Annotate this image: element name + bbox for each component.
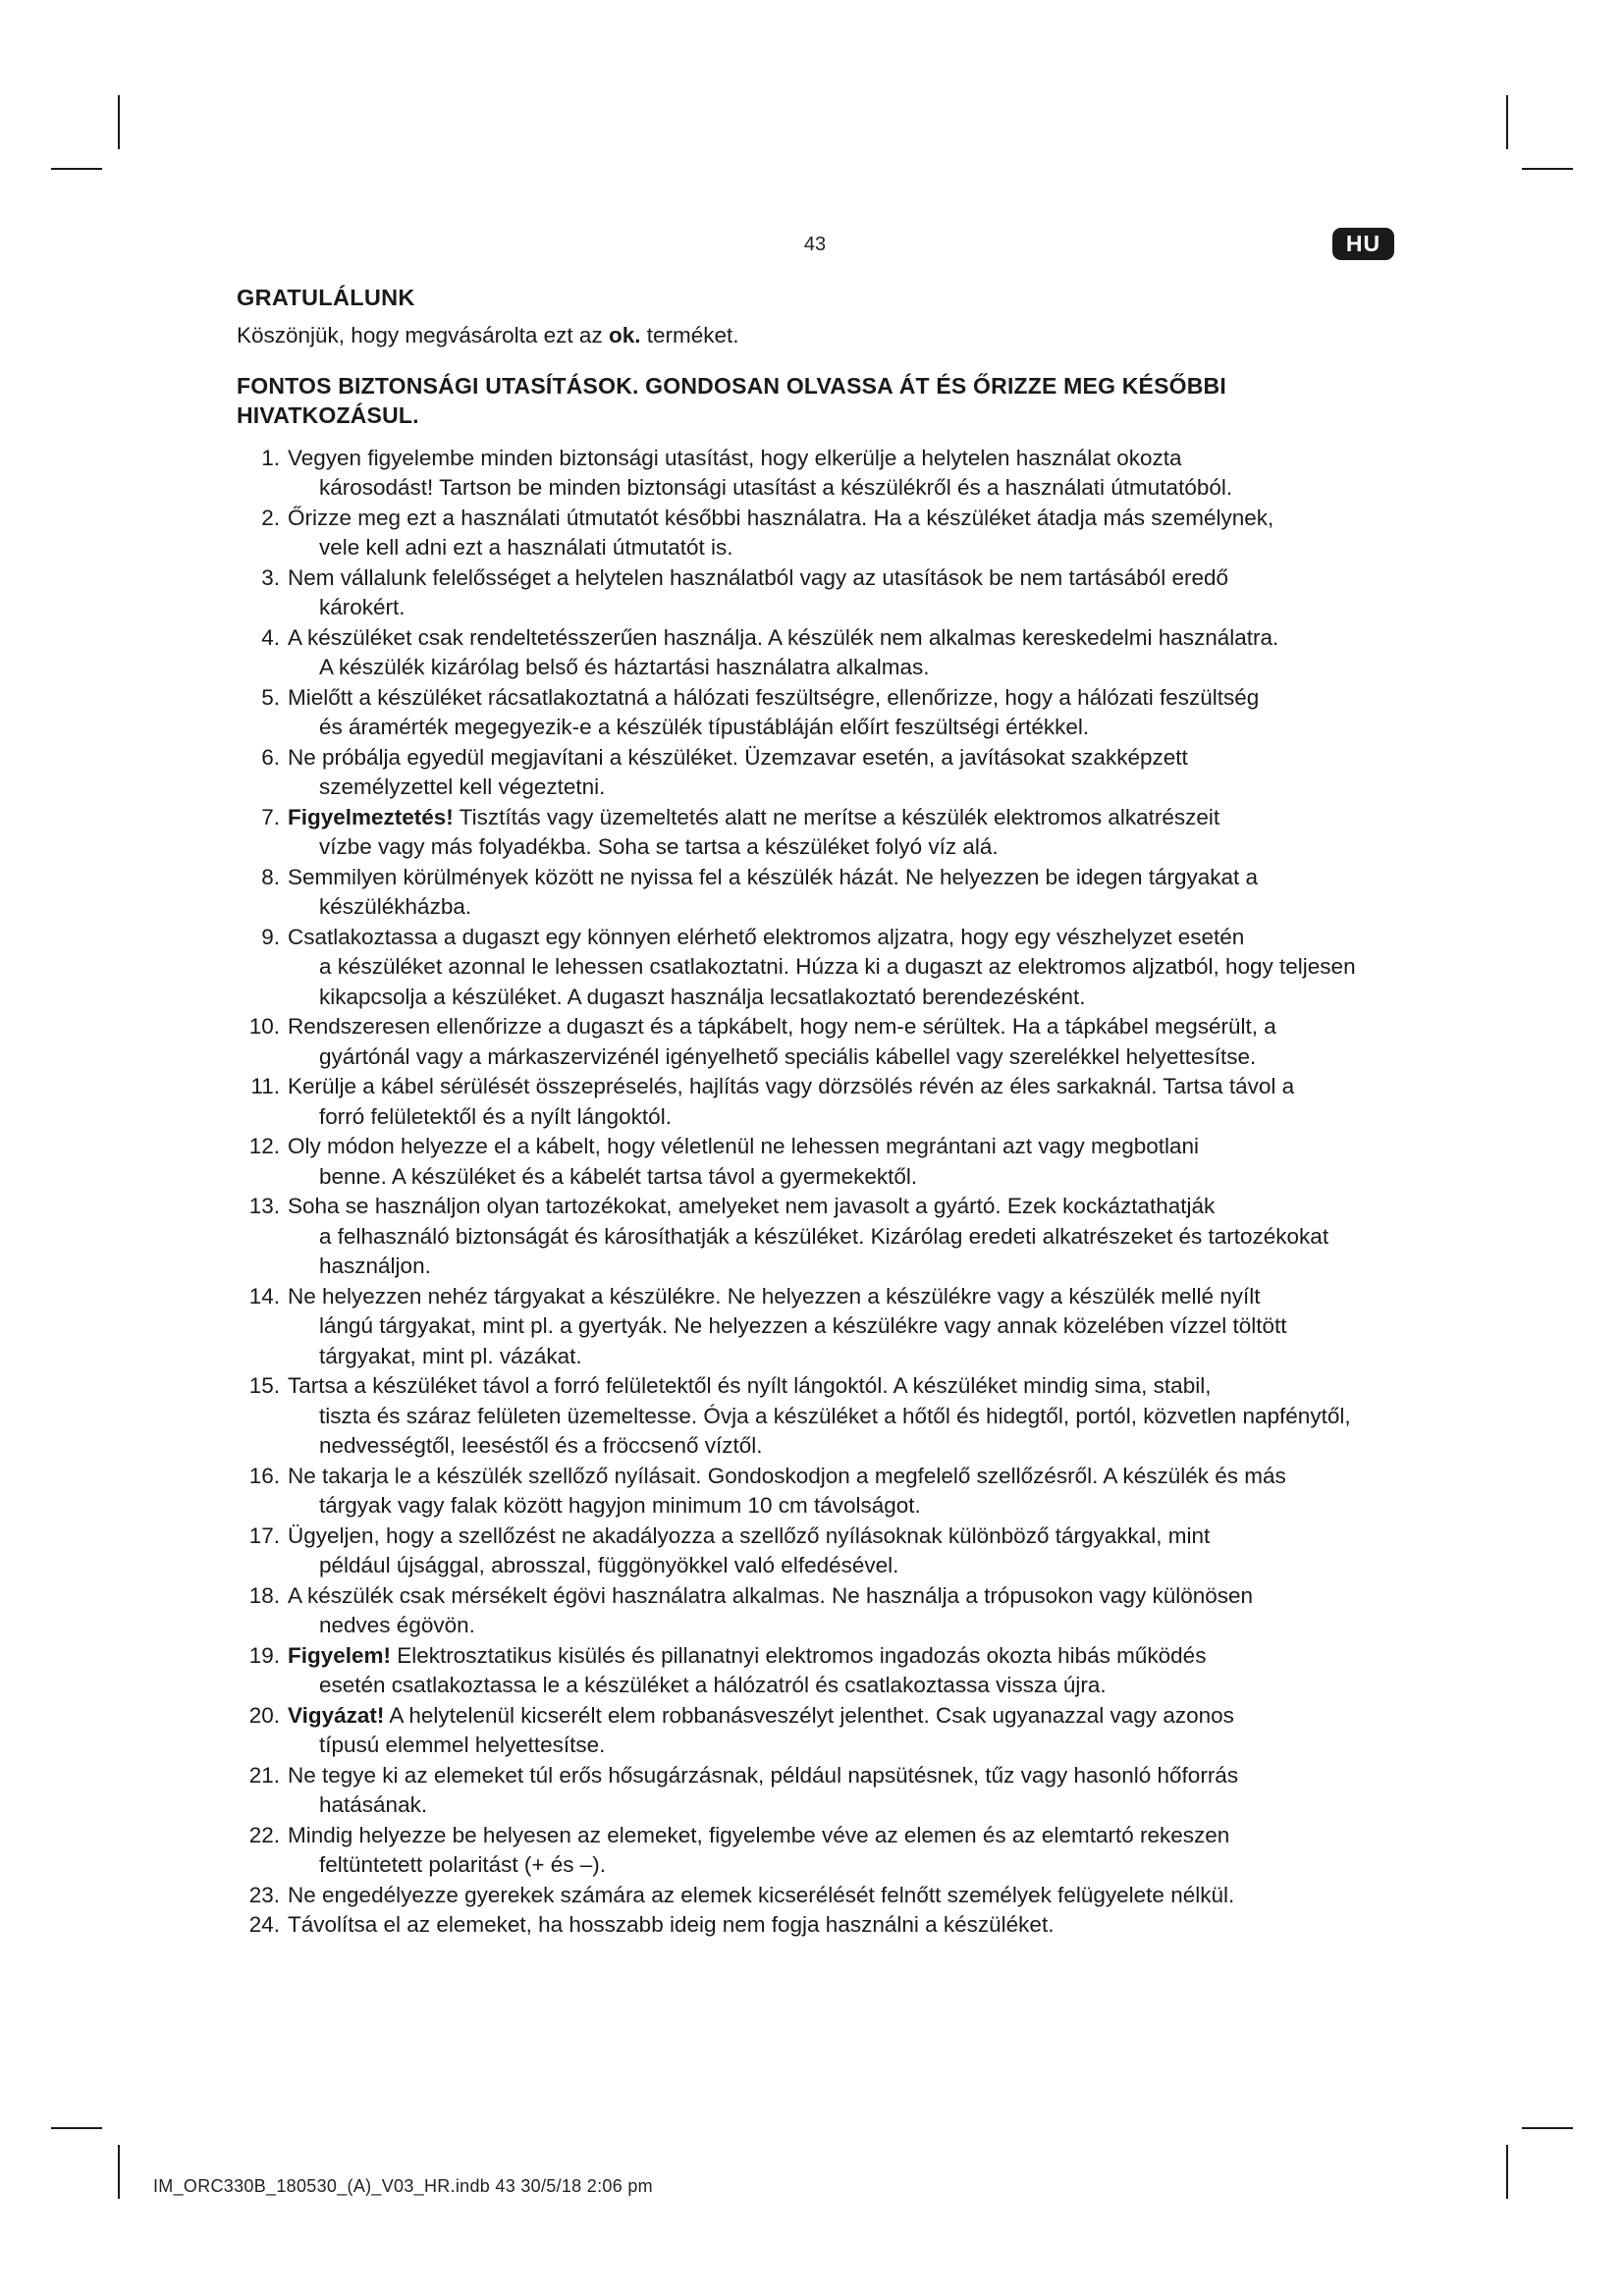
instruction-text [288, 1881, 1385, 1911]
instruction-first-text: Ne engedélyezze gyerekek számára az elemek kicserélését felnőtt személyek felügyelete nélkül. [288, 1882, 1235, 1907]
instruction-item [237, 563, 1385, 623]
instruction-first-text: Oly módon helyezze el a kábelt, hogy véletlenül ne lehessen megrántani azt vagy megbotlani [288, 1134, 1200, 1158]
instruction-item [237, 1821, 1385, 1881]
thanks-text-after: terméket. [640, 323, 739, 347]
instruction-item [237, 1761, 1385, 1821]
crop-mark-bottom-right-vertical [1506, 2145, 1508, 2199]
instruction-item [237, 863, 1385, 923]
instruction-first-text: Rendszeresen ellenőrizze a dugaszt és a tápkábelt, hogy nem-e sérültek. Ha a tápkábel megsérült, a [288, 1014, 1276, 1039]
instruction-continuation: személyzettel kell végeztetni. [319, 774, 606, 799]
instruction-item [237, 1522, 1385, 1581]
instruction-continuation: gyártónál vagy a márkaszervizénél igényelhető speciális kábellel vagy szerelékkel helyettesítse. [319, 1043, 1257, 1069]
instruction-item [237, 1371, 1385, 1462]
instruction-number: 7. [261, 804, 280, 829]
instruction-first-text: Tisztítás vagy üzemeltetés alatt ne merítse a készülék elektromos alkatrészeit [453, 804, 1220, 829]
instruction-number: 4. [261, 624, 280, 650]
print-slug-footer: IM_ORC330B_180530_(A)_V03_HR.indb 43 30/5/18 2:06 pm [153, 2176, 653, 2196]
safety-instructions-title: FONTOS BIZTONSÁGI UTASÍTÁSOK. GONDOSAN OLVASSA ÁT ÉS ŐRIZZE MEG KÉSŐBBI HIVATKOZÁSUL. [237, 372, 1226, 428]
instruction-item [237, 1462, 1385, 1522]
thanks-line [237, 321, 1385, 351]
instruction-first-line [288, 925, 1244, 949]
instruction-item [237, 1581, 1385, 1641]
instruction-text [288, 444, 1385, 504]
instruction-number: 13. [248, 1194, 280, 1218]
instruction-continuation: készülékházba. [319, 894, 472, 919]
instruction-number: 22. [248, 1822, 280, 1847]
instruction-first-line [288, 1014, 1276, 1039]
instruction-first-line [288, 1763, 1238, 1788]
thanks-text-before: Köszönjük, hogy megvásárolta ezt az [237, 323, 609, 347]
instruction-text [288, 863, 1385, 923]
instruction-first-line [288, 1703, 1234, 1728]
instruction-first-text: Elektrosztatikus kisülés és pillanatnyi elektromos ingadozás okozta hibás működés [391, 1642, 1207, 1668]
instruction-item [237, 1072, 1385, 1132]
instruction-first-text: Mielőtt a készüléket rácsatlakoztatná a hálózati feszültségre, ellenőrizze, hogy a hálózati feszültség [288, 684, 1260, 710]
instruction-first-line [288, 1523, 1210, 1548]
instruction-continuation: vízbe vagy más folyadékba. Soha se tartsa a készüléket folyó víz alá. [319, 834, 999, 859]
instruction-number: 21. [248, 1762, 280, 1788]
instruction-text [288, 1821, 1385, 1881]
instruction-number: 17. [248, 1522, 280, 1548]
instruction-number: 2. [261, 505, 280, 530]
instruction-continuation: tárgyak vagy falak között hagyjon minimum 10 cm távolságot. [319, 1493, 921, 1518]
instruction-first-line [288, 446, 1182, 470]
instruction-first-line [288, 1194, 1215, 1218]
instruction-continuation: típusú elemmel helyettesítse. [319, 1733, 606, 1757]
instruction-number: 16. [248, 1463, 280, 1488]
instruction-first-line [288, 625, 1278, 650]
instruction-first-text: Vegyen figyelembe minden biztonsági utasítást, hogy elkerülje a helytelen használat okozta [288, 445, 1182, 470]
instruction-first-text: A helytelenül kicserélt elem robbanásveszélyt jelenthet. Csak ugyanazzal vagy azonos [384, 1702, 1234, 1728]
crop-mark-bottom-left-horizontal [51, 2127, 102, 2129]
instruction-continuation: esetén csatlakoztassa le a készüléket a hálózatról és csatlakoztassa vissza újra. [319, 1673, 1107, 1697]
instruction-item [237, 1282, 1385, 1372]
instruction-first-text: Ne takarja le a készülék szellőző nyílásait. Gondoskodjon a megfelelő szellőzésről. A készülék és más [288, 1463, 1286, 1488]
instruction-number: 3. [261, 564, 280, 590]
instruction-continuation: például újsággal, abrosszal, függönyökkel való elfedésével. [319, 1553, 899, 1577]
instruction-first-text: A készülék csak mérsékelt égövi használatra alkalmas. Ne használja a trópusokon vagy különösen [288, 1582, 1254, 1608]
instruction-continuation: A készülék kizárólag belső és háztartási használatra alkalmas. [319, 655, 930, 679]
instruction-number: 5. [261, 684, 280, 710]
instruction-text [288, 1072, 1385, 1132]
instruction-number: 20. [248, 1702, 280, 1728]
instruction-first-text: Semmilyen körülmények között ne nyissa fel a készülék házát. Ne helyezzen be idegen tárgyakat a [288, 864, 1259, 889]
instruction-number: 14. [248, 1283, 280, 1308]
instruction-item [237, 1012, 1385, 1072]
instruction-continuation: károkért. [319, 595, 406, 619]
instruction-text [288, 1522, 1385, 1581]
instruction-first-text: Ne tegye ki az elemeket túl erős hősugárzásnak, például napsütésnek, tűz vagy hasonló hőforrás [288, 1762, 1239, 1788]
instruction-continuation: nedves égövön. [319, 1613, 475, 1637]
instruction-continuation: lángú tárgyakat, mint pl. a gyertyák. Ne helyezzen a készülékre vagy annak közelében vízzel töltött tárgyakat, mint pl. vázákat. [319, 1313, 1287, 1368]
instruction-first-line [288, 865, 1258, 889]
instruction-item [237, 803, 1385, 863]
instruction-first-line [288, 565, 1228, 590]
instruction-item [237, 1701, 1385, 1761]
instruction-first-line [288, 685, 1259, 710]
instruction-text [288, 1701, 1385, 1761]
instruction-number: 9. [261, 924, 280, 949]
crop-mark-top-left-vertical [118, 95, 120, 149]
instruction-item [237, 1910, 1385, 1941]
instruction-text [288, 1581, 1385, 1641]
instruction-number: 10. [248, 1014, 280, 1039]
instruction-continuation: károsodást! Tartson be minden biztonsági utasítást a készülékről és a használati útmutatóból. [319, 475, 1233, 500]
instruction-item [237, 1132, 1385, 1192]
instruction-number: 18. [248, 1582, 280, 1608]
instruction-number: 24. [248, 1912, 280, 1937]
crop-mark-bottom-left-vertical [118, 2145, 120, 2199]
instruction-first-text: Nem vállalunk felelősséget a helytelen használatból vagy az utasítások be nem tartásából eredő [288, 564, 1229, 590]
instruction-text [288, 623, 1385, 683]
instruction-continuation: forró felületektől és a nyílt lángoktól. [319, 1103, 672, 1129]
instruction-text [288, 1132, 1385, 1192]
instruction-first-line [288, 1883, 1234, 1907]
instruction-text [288, 1910, 1385, 1941]
instruction-text [288, 563, 1385, 623]
instruction-item [237, 683, 1385, 743]
crop-mark-bottom-right-horizontal [1522, 2127, 1573, 2129]
instruction-first-line [288, 506, 1273, 530]
instruction-number: 19. [248, 1642, 280, 1668]
instruction-first-line [288, 805, 1219, 829]
instruction-continuation: vele kell adni ezt a használati útmutatót is. [319, 535, 733, 560]
instruction-text [288, 743, 1385, 803]
instruction-continuation: a felhasználó biztonságát és károsíthatják a készüléket. Kizárólag eredeti alkatrészeket és tartozékokat használjon. [319, 1223, 1329, 1278]
instruction-continuation: benne. A készüléket és a kábelét tartsa távol a gyermekektől. [319, 1163, 918, 1189]
instruction-continuation: a készüléket azonnal le lehessen csatlakoztatni. Húzza ki a dugaszt az elektromos aljzatból, hogy teljesen kikapcsolja a készüléket. A dugaszt használja lecsatlakoztató berendezésként. [319, 954, 1356, 1009]
instruction-first-text: A készüléket csak rendeltetésszerűen használja. A készülék nem alkalmas kereskedelmi használatra. [288, 624, 1279, 650]
instruction-warning-label: Figyelem! [288, 1642, 392, 1668]
instruction-first-text: Mindig helyezze be helyesen az elemeket, figyelembe véve az elemen és az elemtartó rekeszen [288, 1822, 1230, 1847]
instruction-first-line [288, 1284, 1261, 1308]
instruction-text [288, 1761, 1385, 1821]
instruction-number: 1. [261, 445, 280, 470]
safety-instruction-list [237, 444, 1385, 1941]
page-number: 43 [803, 234, 827, 255]
instruction-number: 15. [248, 1373, 280, 1398]
document-body [237, 278, 1385, 1941]
instruction-text [288, 683, 1385, 743]
instruction-text [288, 504, 1385, 563]
instruction-item [237, 1641, 1385, 1701]
instruction-first-text: Ügyeljen, hogy a szellőzést ne akadályozza a szellőző nyílásoknak különböző tárgyakkal, mint [288, 1522, 1211, 1548]
instruction-first-text: Tartsa a készüléket távol a forró felületektől és nyílt lángoktól. A készüléket mindig sima, stabil, [288, 1373, 1212, 1398]
instruction-first-line [288, 1464, 1286, 1488]
instruction-warning-label: Vigyázat! [288, 1702, 385, 1728]
instruction-first-text: Soha se használjon olyan tartozékokat, amelyeket nem javasolt a gyártó. Ezek kockáztathatják [288, 1194, 1216, 1218]
instruction-text [288, 1641, 1385, 1701]
crop-mark-top-left-horizontal [51, 168, 102, 170]
instruction-first-line [288, 745, 1188, 770]
instruction-first-text: Távolítsa el az elemeket, ha hosszabb ideig nem fogja használni a készüléket. [288, 1912, 1055, 1937]
instruction-first-line [288, 1823, 1229, 1847]
instruction-first-text: Őrizze meg ezt a használati útmutatót későbbi használatra. Ha a készüléket átadja más személynek, [288, 505, 1274, 530]
instruction-item [237, 923, 1385, 1013]
instruction-number: 23. [248, 1882, 280, 1907]
instruction-item [237, 623, 1385, 683]
instruction-text [288, 1282, 1385, 1372]
page-heading: GRATULÁLUNK [237, 285, 415, 310]
instruction-text [288, 803, 1385, 863]
instruction-number: 6. [261, 744, 280, 770]
instruction-text [288, 1192, 1385, 1282]
instruction-text [288, 1371, 1385, 1462]
instruction-first-line [288, 1643, 1206, 1668]
crop-mark-top-right-horizontal [1522, 168, 1573, 170]
instruction-continuation: hatásának. [319, 1792, 428, 1817]
instruction-warning-label: Figyelmeztetés! [288, 804, 454, 829]
instruction-continuation: feltüntetett polaritást (+ és –). [319, 1852, 607, 1877]
instruction-first-line [288, 1134, 1199, 1158]
instruction-number: 12. [248, 1134, 280, 1158]
instruction-item [237, 743, 1385, 803]
instruction-item [237, 504, 1385, 563]
instruction-item [237, 444, 1385, 504]
brand-name: ok. [608, 323, 641, 347]
crop-mark-top-right-vertical [1506, 95, 1508, 149]
instruction-first-line [288, 1373, 1211, 1398]
instruction-continuation: tiszta és száraz felületen üzemeltesse. Óvja a készüléket a hőtől és hidegtől, portól, közvetlen napfénytől, nedvességtől, leeséstől és a fröccsenő víztől. [319, 1403, 1351, 1458]
instruction-first-text: Ne helyezzen nehéz tárgyakat a készülékre. Ne helyezzen a készülékre vagy a készülék mellé nyílt [288, 1283, 1261, 1308]
instruction-first-text: Kerülje a kábel sérülését összepréselés, hajlítás vagy dörzsölés révén az éles sarkaknál. Tartsa távol a [288, 1074, 1295, 1098]
instruction-text [288, 1012, 1385, 1072]
instruction-first-line [288, 1074, 1294, 1098]
instruction-text [288, 1462, 1385, 1522]
instruction-number: 8. [261, 864, 280, 889]
instruction-first-line [288, 1583, 1253, 1608]
language-badge: HU [1332, 228, 1394, 260]
instruction-text [288, 923, 1385, 1013]
instruction-continuation: és áramérték megegyezik-e a készülék típustábláján előírt feszültségi értékkel. [319, 715, 1090, 739]
instruction-number: 11. [250, 1074, 280, 1098]
instruction-first-line [288, 1912, 1054, 1937]
instruction-first-text: Csatlakoztassa a dugaszt egy könnyen elérhető elektromos aljzatra, hogy egy vészhelyzet esetén [288, 924, 1245, 949]
instruction-item [237, 1192, 1385, 1282]
instruction-first-text: Ne próbálja egyedül megjavítani a készüléket. Üzemzavar esetén, a javításokat szakképzett [288, 744, 1188, 770]
instruction-item [237, 1881, 1385, 1911]
